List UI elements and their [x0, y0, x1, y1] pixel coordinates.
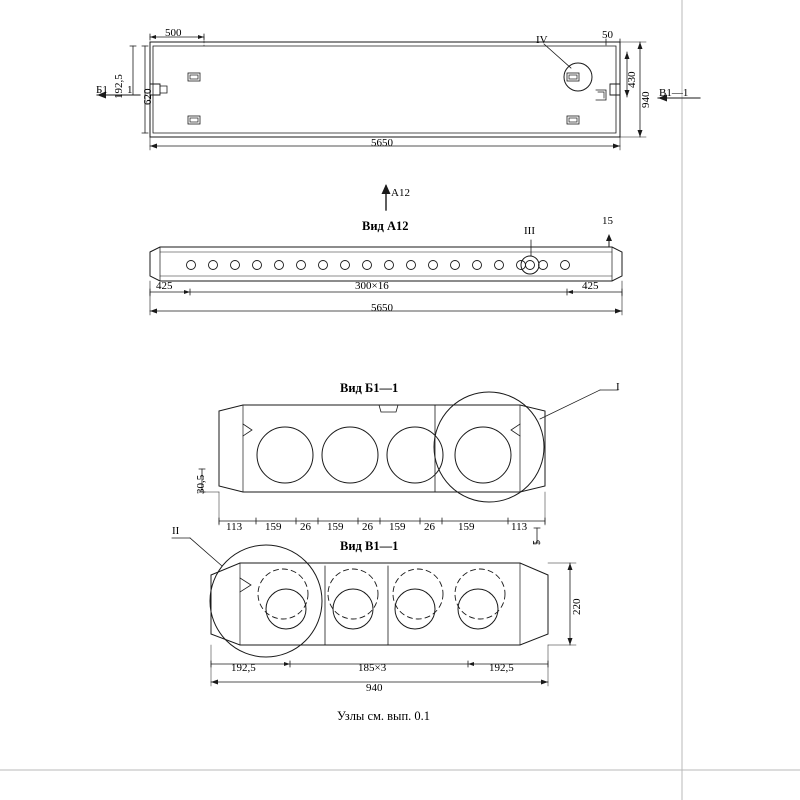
dim-v1-192-5-left: 192,5 — [231, 662, 256, 674]
mark-iv: IV — [536, 34, 548, 46]
dim-v1-940: 940 — [366, 682, 383, 694]
view-title-b1-1: Вид Б1—1 — [340, 381, 399, 395]
dim-plan-500: 500 — [165, 27, 182, 39]
dim-plan-430: 430 — [626, 71, 638, 88]
dim-a12-15: 15 — [602, 215, 613, 227]
dim-a12-425-left: 425 — [156, 280, 173, 292]
plan-view-geometry — [97, 34, 700, 150]
view-title-v1-1: Вид В1—1 — [340, 539, 399, 553]
section-mark-b1-left: Б1 — [96, 84, 108, 96]
sheet-caption: Узлы см. вып. 0.1 — [337, 709, 431, 723]
dim-b1-chain-6: 26 — [424, 521, 435, 533]
arrow-label-a12: А12 — [391, 187, 410, 199]
dim-b1-chain-8: 113 — [511, 521, 528, 533]
a12-arrow — [382, 184, 391, 210]
view-title-a12: Вид А12 — [362, 219, 409, 233]
dim-b1-chain-4: 26 — [362, 521, 373, 533]
dim-b1-chain-3: 159 — [327, 521, 344, 533]
dim-b1-chain-1: 159 — [265, 521, 282, 533]
mark-ii: II — [172, 525, 180, 537]
section-mark-v1-1: В1—1 — [659, 87, 689, 99]
dim-v1-185x3: 185×3 — [358, 662, 387, 674]
dim-b1-chain-5: 159 — [389, 521, 406, 533]
dim-b1-5: 5 — [532, 540, 543, 545]
dim-plan-50: 50 — [602, 29, 613, 41]
dim-v1-192-5-right: 192,5 — [489, 662, 514, 674]
mark-iii: III — [524, 225, 535, 237]
b1-1-view-geometry — [199, 390, 618, 543]
dim-b1-chain-0: 113 — [226, 521, 243, 533]
dim-plan-5650: 5650 — [371, 137, 393, 149]
mark-i: I — [616, 381, 620, 393]
dim-b1-30-5: 30,5 — [195, 474, 207, 494]
dim-a12-425-right: 425 — [582, 280, 599, 292]
dim-b1-chain-7: 159 — [458, 521, 475, 533]
section-mark-b1-left-number: 1 — [127, 84, 133, 96]
dim-a12-300x16: 300×16 — [355, 280, 389, 292]
dim-plan-620: 620 — [142, 88, 154, 105]
dim-plan-940: 940 — [640, 91, 652, 108]
dim-v1-220: 220 — [571, 598, 583, 615]
dim-a12-5650: 5650 — [371, 302, 393, 314]
dim-b1-chain-2: 26 — [300, 521, 311, 533]
dim-plan-192-5: 192,5 — [113, 74, 125, 99]
